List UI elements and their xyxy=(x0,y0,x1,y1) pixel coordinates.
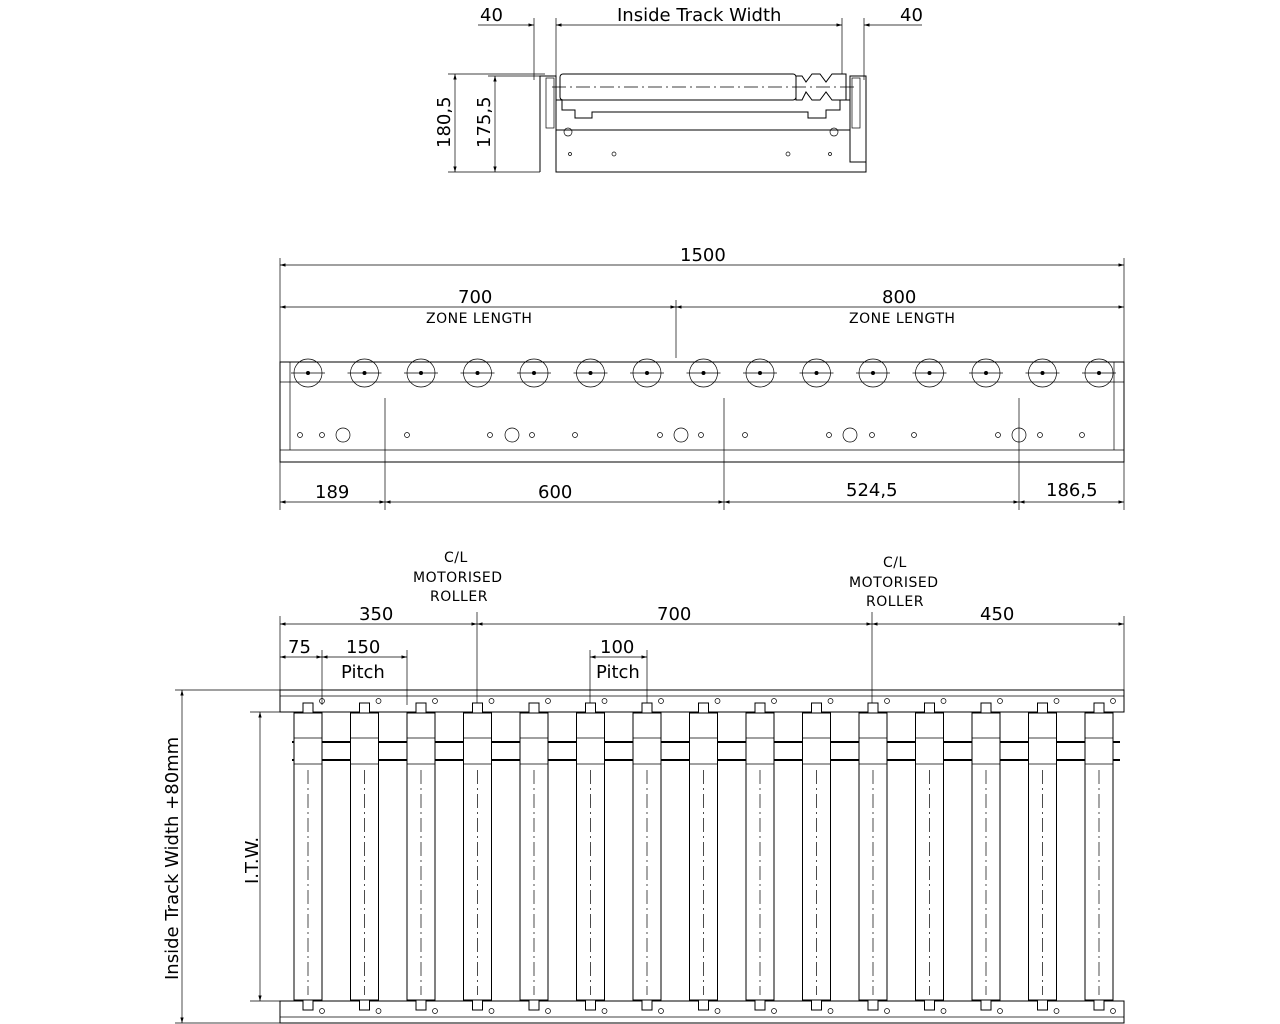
plan-roller xyxy=(916,699,947,1014)
dim-bottom-4: 186,5 xyxy=(1046,480,1098,501)
zone2-label: ZONE LENGTH xyxy=(849,311,956,327)
outer-width-label: Inside Track Width +80mm xyxy=(162,736,183,980)
plan-roller xyxy=(972,699,1003,1014)
side-roller xyxy=(574,359,608,387)
side-small-hole xyxy=(912,433,917,438)
side-roller xyxy=(1082,359,1116,387)
dim-height-inner: 175,5 xyxy=(474,96,495,148)
plan-roller xyxy=(520,699,551,1014)
side-roller xyxy=(969,359,1003,387)
side-small-hole xyxy=(405,433,410,438)
side-small-hole xyxy=(488,433,493,438)
side-hole xyxy=(505,428,519,442)
side-roller xyxy=(800,359,834,387)
dim-total-length: 1500 xyxy=(680,245,726,266)
side-roller xyxy=(687,359,721,387)
plan-roller xyxy=(464,699,495,1014)
side-small-hole xyxy=(298,433,303,438)
zone1-label: ZONE LENGTH xyxy=(426,311,533,327)
side-small-hole xyxy=(1038,433,1043,438)
side-hole xyxy=(843,428,857,442)
dim-plan-3: 450 xyxy=(980,604,1015,625)
dim-zone1-length: 700 xyxy=(458,287,493,308)
side-small-hole xyxy=(530,433,535,438)
cl-label-1-line3: ROLLER xyxy=(430,589,488,605)
dim-bottom-2: 600 xyxy=(538,482,573,503)
side-roller xyxy=(743,359,777,387)
side-roller xyxy=(348,359,382,387)
plan-roller xyxy=(577,699,608,1014)
end-view xyxy=(434,5,923,172)
dim-plan-2: 700 xyxy=(657,604,692,625)
plan-roller xyxy=(294,699,325,1014)
side-roller xyxy=(913,359,947,387)
plan-view xyxy=(162,550,1124,1023)
plan-roller xyxy=(746,699,777,1014)
plan-roller xyxy=(859,699,890,1014)
dim-plan-1: 350 xyxy=(359,604,394,625)
side-roller xyxy=(517,359,551,387)
side-roller xyxy=(404,359,438,387)
dim-100: 100 xyxy=(600,637,635,658)
side-small-hole xyxy=(658,433,663,438)
plan-roller xyxy=(1029,699,1060,1014)
plan-roller xyxy=(690,699,721,1014)
plan-roller xyxy=(407,699,438,1014)
side-roller xyxy=(1026,359,1060,387)
plan-roller xyxy=(1085,699,1116,1014)
side-small-hole xyxy=(870,433,875,438)
cl-label-2-line1: C/L xyxy=(883,555,907,571)
side-roller xyxy=(291,359,325,387)
dim-bottom-3: 524,5 xyxy=(846,480,898,501)
side-hole xyxy=(674,428,688,442)
plan-roller xyxy=(351,699,382,1014)
cl-label-2-line2: MOTORISED xyxy=(849,575,939,591)
dim-75: 75 xyxy=(288,637,311,658)
dim-150: 150 xyxy=(346,637,381,658)
side-small-hole xyxy=(827,433,832,438)
cl-label-1-line1: C/L xyxy=(444,550,468,566)
itw-label: I.T.W. xyxy=(242,836,263,884)
pitch-label-1: Pitch xyxy=(341,662,385,683)
side-small-hole xyxy=(573,433,578,438)
side-small-hole xyxy=(699,433,704,438)
cl-label-1-line2: MOTORISED xyxy=(413,570,503,586)
side-roller xyxy=(856,359,890,387)
dim-zone2-length: 800 xyxy=(882,287,917,308)
dim-right-40: 40 xyxy=(900,5,923,26)
pitch-label-2: Pitch xyxy=(596,662,640,683)
side-small-hole xyxy=(1080,433,1085,438)
side-small-hole xyxy=(743,433,748,438)
side-hole xyxy=(336,428,350,442)
dim-left-40: 40 xyxy=(480,5,503,26)
side-small-hole xyxy=(320,433,325,438)
plan-roller xyxy=(633,699,664,1014)
dim-bottom-1: 189 xyxy=(315,482,350,503)
side-roller xyxy=(630,359,664,387)
side-roller xyxy=(461,359,495,387)
cl-label-2-line3: ROLLER xyxy=(866,594,924,610)
side-small-hole xyxy=(996,433,1001,438)
plan-roller xyxy=(803,699,834,1014)
dim-height-outer: 180,5 xyxy=(434,96,455,148)
side-view xyxy=(280,245,1124,510)
dim-inside-track-width: Inside Track Width xyxy=(617,5,782,26)
